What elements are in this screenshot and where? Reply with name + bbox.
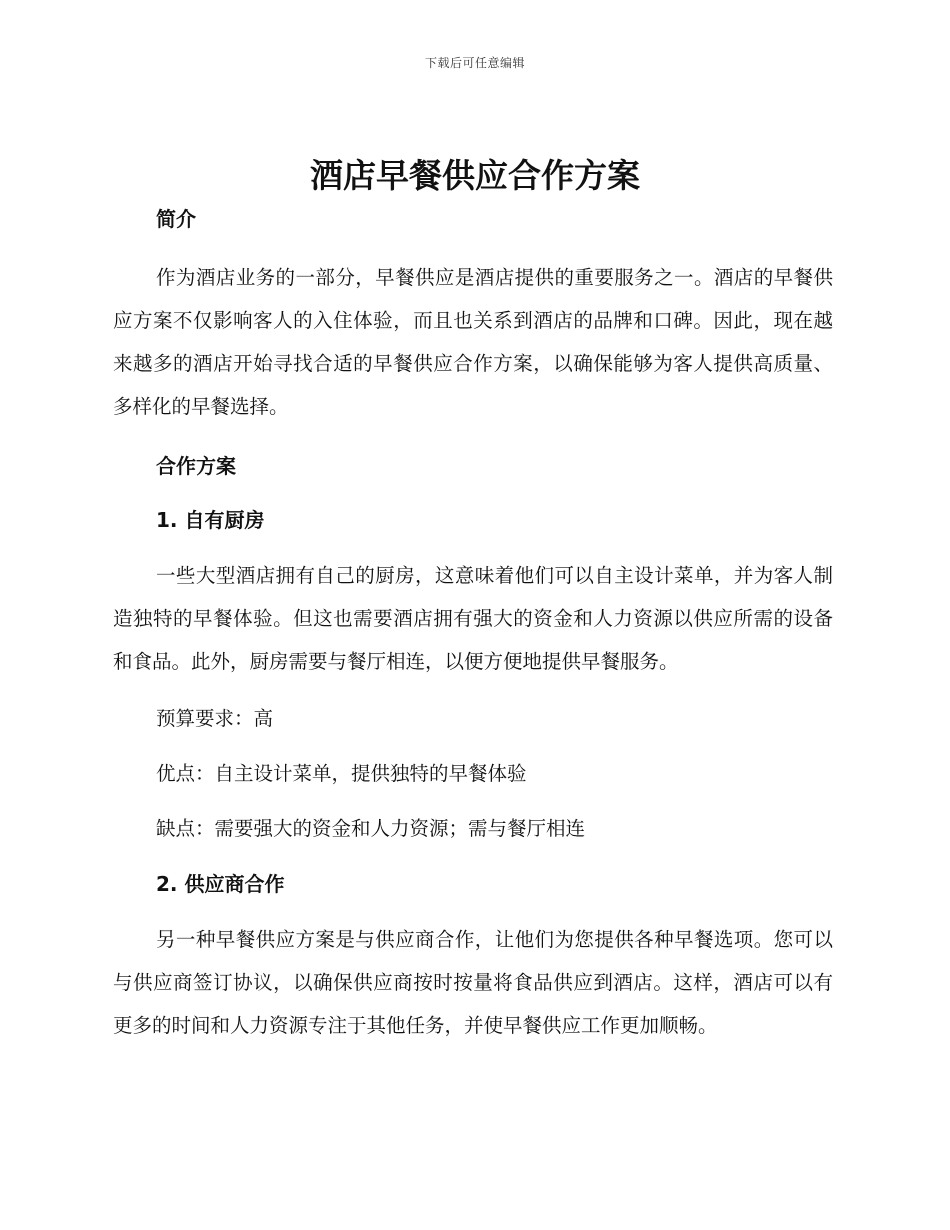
plan2-paragraph: 另一种早餐供应方案是与供应商合作，让他们为您提供各种早餐选项。您可以与供应商签订协议，以确保供应商按时按量将食品供应到酒店。这样，酒店可以有更多的时间和人力资源专注于其他任务，并使早餐供应工作更加顺畅。 [113, 928, 833, 1037]
intro-heading: 简介 [156, 207, 196, 231]
document-body [113, 204, 833, 1047]
plan2-heading: 2. 供应商合作 [156, 872, 285, 896]
intro-paragraph: 作为酒店业务的一部分，早餐供应是酒店提供的重要服务之一。酒店的早餐供应方案不仅影响客人的入住体验，而且也关系到酒店的品牌和口碑。因此，现在越来越多的酒店开始寻找合适的早餐供应合作方案，以确保能够为客人提供高质量、多样化的早餐选择。 [113, 266, 833, 418]
plan1-heading: 1. 自有厨房 [156, 508, 265, 532]
header-note: 下载后可任意编辑 [424, 56, 525, 70]
plan1-paragraph: 一些大型酒店拥有自己的厨房，这意味着他们可以自主设计菜单，并为客人制造独特的早餐体验。但这也需要酒店拥有强大的资金和人力资源以供应所需的设备和食品。此外，厨房需要与餐厅相连，以便方便地提供早餐服务。 [113, 564, 833, 673]
document-title: 酒店早餐供应合作方案 [310, 156, 640, 195]
plan1-budget: 预算要求：高 [156, 707, 274, 730]
plan1-cons: 缺点：需要强大的资金和人力资源；需与餐厅相连 [156, 817, 586, 840]
plan1-pros: 优点：自主设计菜单，提供独特的早餐体验 [156, 762, 527, 785]
plans-heading: 合作方案 [156, 454, 236, 478]
